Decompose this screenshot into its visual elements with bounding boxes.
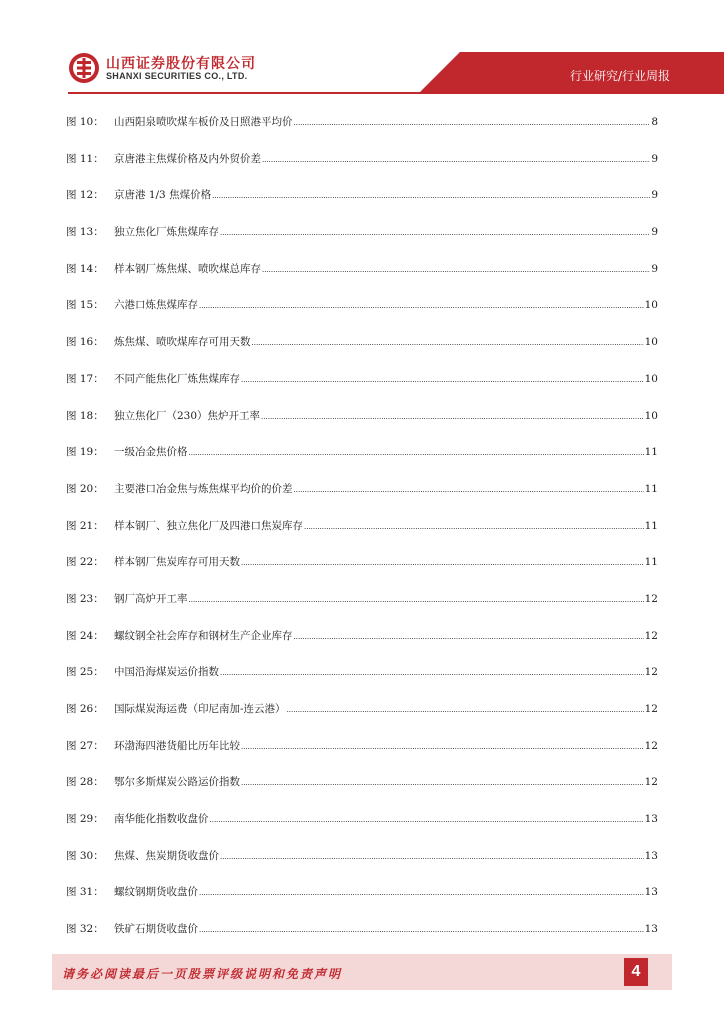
toc-figure-title: 独立焦化厂炼焦煤库存 <box>114 226 219 239</box>
toc-figure-number: 图 13： <box>66 226 104 239</box>
toc-figure-title: 环渤海四港货船比历年比较 <box>114 739 240 752</box>
toc-page-number: 12 <box>644 629 658 642</box>
toc-leader-dots <box>252 336 644 349</box>
figure-list <box>66 116 658 960</box>
toc-figure-number: 图 16： <box>66 336 104 349</box>
toc-page-number: 12 <box>644 666 658 679</box>
toc-figure-title: 样本钢厂炼焦煤、喷吹煤总库存 <box>114 262 261 275</box>
toc-leader-dots <box>220 226 650 239</box>
toc-figure-number: 图 23： <box>66 592 104 605</box>
toc-entry[interactable] <box>66 666 658 703</box>
toc-leader-dots <box>212 189 650 202</box>
toc-leader-dots <box>241 740 644 753</box>
toc-page-number: 12 <box>644 776 658 789</box>
toc-figure-number: 图 18： <box>66 409 104 422</box>
toc-page-number: 13 <box>644 813 658 826</box>
toc-figure-title: 主要港口冶金焦与炼焦煤平均价的价差 <box>114 482 293 495</box>
toc-page-number: 8 <box>651 116 658 128</box>
toc-page-number: 12 <box>644 592 658 605</box>
toc-leader-dots <box>199 886 644 899</box>
toc-figure-number: 图 31： <box>66 886 104 899</box>
toc-page-number: 11 <box>644 519 658 532</box>
company-logo-icon <box>68 52 100 84</box>
toc-entry[interactable] <box>66 446 658 483</box>
toc-figure-title: 样本钢厂、独立焦化厂及四港口焦炭库存 <box>114 519 303 532</box>
footer-disclaimer: 请务必阅读最后一页股票评级说明和免责声明 <box>62 967 343 981</box>
toc-leader-dots <box>294 630 644 643</box>
toc-figure-title: 炼焦煤、喷吹煤库存可用天数 <box>114 336 251 349</box>
toc-figure-title: 中国沿海煤炭运价指数 <box>114 666 219 679</box>
toc-entry[interactable] <box>66 630 658 667</box>
toc-figure-number: 图 19： <box>66 446 104 459</box>
toc-figure-title: 南华能化指数收盘价 <box>114 813 209 826</box>
toc-leader-dots <box>294 116 651 129</box>
toc-leader-dots <box>261 410 644 423</box>
toc-figure-number: 图 12： <box>66 189 104 202</box>
toc-figure-title: 不同产能焦化厂炼焦煤库存 <box>114 372 240 385</box>
toc-leader-dots <box>262 153 650 166</box>
toc-page-number: 10 <box>644 409 658 422</box>
toc-leader-dots <box>262 263 650 276</box>
toc-leader-dots <box>199 299 644 312</box>
toc-leader-dots <box>241 776 644 789</box>
toc-figure-number: 图 14： <box>66 262 104 275</box>
toc-entry[interactable] <box>66 336 658 373</box>
toc-figure-number: 图 27： <box>66 739 104 752</box>
toc-page-number: 10 <box>644 372 658 385</box>
toc-figure-number: 图 24： <box>66 629 104 642</box>
toc-leader-dots <box>294 483 644 496</box>
page-header <box>0 0 724 100</box>
company-name-en: SHANXI SECURITIES CO., LTD. <box>106 71 248 81</box>
toc-page-number: 13 <box>644 886 658 899</box>
toc-figure-title: 螺纹钢全社会库存和钢材生产企业库存 <box>114 629 293 642</box>
toc-leader-dots <box>220 850 644 863</box>
toc-figure-title: 焦煤、焦炭期货收盘价 <box>114 849 219 862</box>
toc-leader-dots <box>210 813 644 826</box>
toc-entry[interactable] <box>66 410 658 447</box>
toc-page-number: 11 <box>644 446 658 459</box>
toc-figure-title: 国际煤炭海运费（印尼南加-连云港） <box>114 703 286 715</box>
toc-leader-dots <box>189 593 644 606</box>
toc-leader-dots <box>189 446 644 459</box>
toc-entry[interactable] <box>66 813 658 850</box>
toc-leader-dots <box>241 556 644 569</box>
toc-figure-number: 图 17： <box>66 372 104 385</box>
toc-figure-title: 京唐港 1/3 焦煤价格 <box>114 189 212 202</box>
toc-page-number: 9 <box>651 152 658 165</box>
toc-figure-title: 一级冶金焦价格 <box>114 446 188 459</box>
toc-leader-dots <box>304 520 644 533</box>
toc-entry[interactable] <box>66 373 658 410</box>
toc-figure-title: 鄂尔多斯煤炭公路运价指数 <box>114 776 240 789</box>
toc-figure-title: 样本钢厂焦炭库存可用天数 <box>114 556 240 569</box>
toc-page-number: 10 <box>644 336 658 349</box>
toc-entry[interactable] <box>66 263 658 300</box>
toc-entry[interactable] <box>66 153 658 190</box>
toc-figure-number: 图 22： <box>66 556 104 569</box>
toc-figure-number: 图 10： <box>66 116 104 128</box>
toc-entry[interactable] <box>66 740 658 777</box>
toc-figure-number: 图 21： <box>66 519 104 532</box>
toc-leader-dots <box>287 703 644 716</box>
toc-page-number: 12 <box>644 703 658 715</box>
toc-entry[interactable] <box>66 886 658 923</box>
toc-page-number: 11 <box>644 556 658 569</box>
toc-leader-dots <box>220 666 644 679</box>
toc-figure-title: 京唐港主焦煤价格及内外贸价差 <box>114 152 261 165</box>
toc-entry[interactable] <box>66 776 658 813</box>
toc-entry[interactable] <box>66 116 658 153</box>
toc-page-number: 11 <box>644 482 658 495</box>
toc-page-number: 9 <box>651 189 658 202</box>
page-number: 4 <box>624 958 648 986</box>
report-category: 行业研究/行业周报 <box>569 69 670 83</box>
toc-leader-dots <box>241 373 644 386</box>
toc-page-number: 10 <box>644 299 658 312</box>
toc-entry[interactable] <box>66 520 658 557</box>
toc-figure-number: 图 15： <box>66 299 104 312</box>
toc-entry[interactable] <box>66 703 658 740</box>
toc-leader-dots <box>199 923 644 936</box>
toc-entry[interactable] <box>66 226 658 263</box>
company-name-cn: 山西证券股份有限公司 <box>106 56 256 72</box>
toc-figure-title: 山西阳泉喷吹煤车板价及日照港平均价 <box>114 116 293 128</box>
toc-page-number: 9 <box>651 262 658 275</box>
toc-figure-number: 图 28： <box>66 776 104 789</box>
toc-entry[interactable] <box>66 189 658 226</box>
toc-figure-title: 铁矿石期货收盘价 <box>114 923 198 936</box>
toc-figure-number: 图 29： <box>66 813 104 826</box>
toc-figure-title: 钢厂高炉开工率 <box>114 592 188 605</box>
toc-figure-number: 图 11： <box>66 152 104 165</box>
toc-figure-number: 图 32： <box>66 923 104 936</box>
toc-page-number: 13 <box>644 923 658 936</box>
toc-entry[interactable] <box>66 299 658 336</box>
toc-figure-number: 图 20： <box>66 482 104 495</box>
toc-figure-title: 螺纹钢期货收盘价 <box>114 886 198 899</box>
toc-figure-title: 独立焦化厂（230）焦炉开工率 <box>114 409 261 422</box>
toc-figure-number: 图 26： <box>66 703 104 715</box>
toc-entry[interactable] <box>66 593 658 630</box>
toc-page-number: 13 <box>644 849 658 862</box>
header-divider <box>68 92 724 94</box>
toc-figure-number: 图 25： <box>66 666 104 679</box>
toc-entry[interactable] <box>66 483 658 520</box>
toc-figure-number: 图 30： <box>66 849 104 862</box>
toc-entry[interactable] <box>66 850 658 887</box>
toc-figure-title: 六港口炼焦煤库存 <box>114 299 198 312</box>
toc-page-number: 12 <box>644 739 658 752</box>
toc-entry[interactable] <box>66 556 658 593</box>
toc-page-number: 9 <box>651 226 658 239</box>
